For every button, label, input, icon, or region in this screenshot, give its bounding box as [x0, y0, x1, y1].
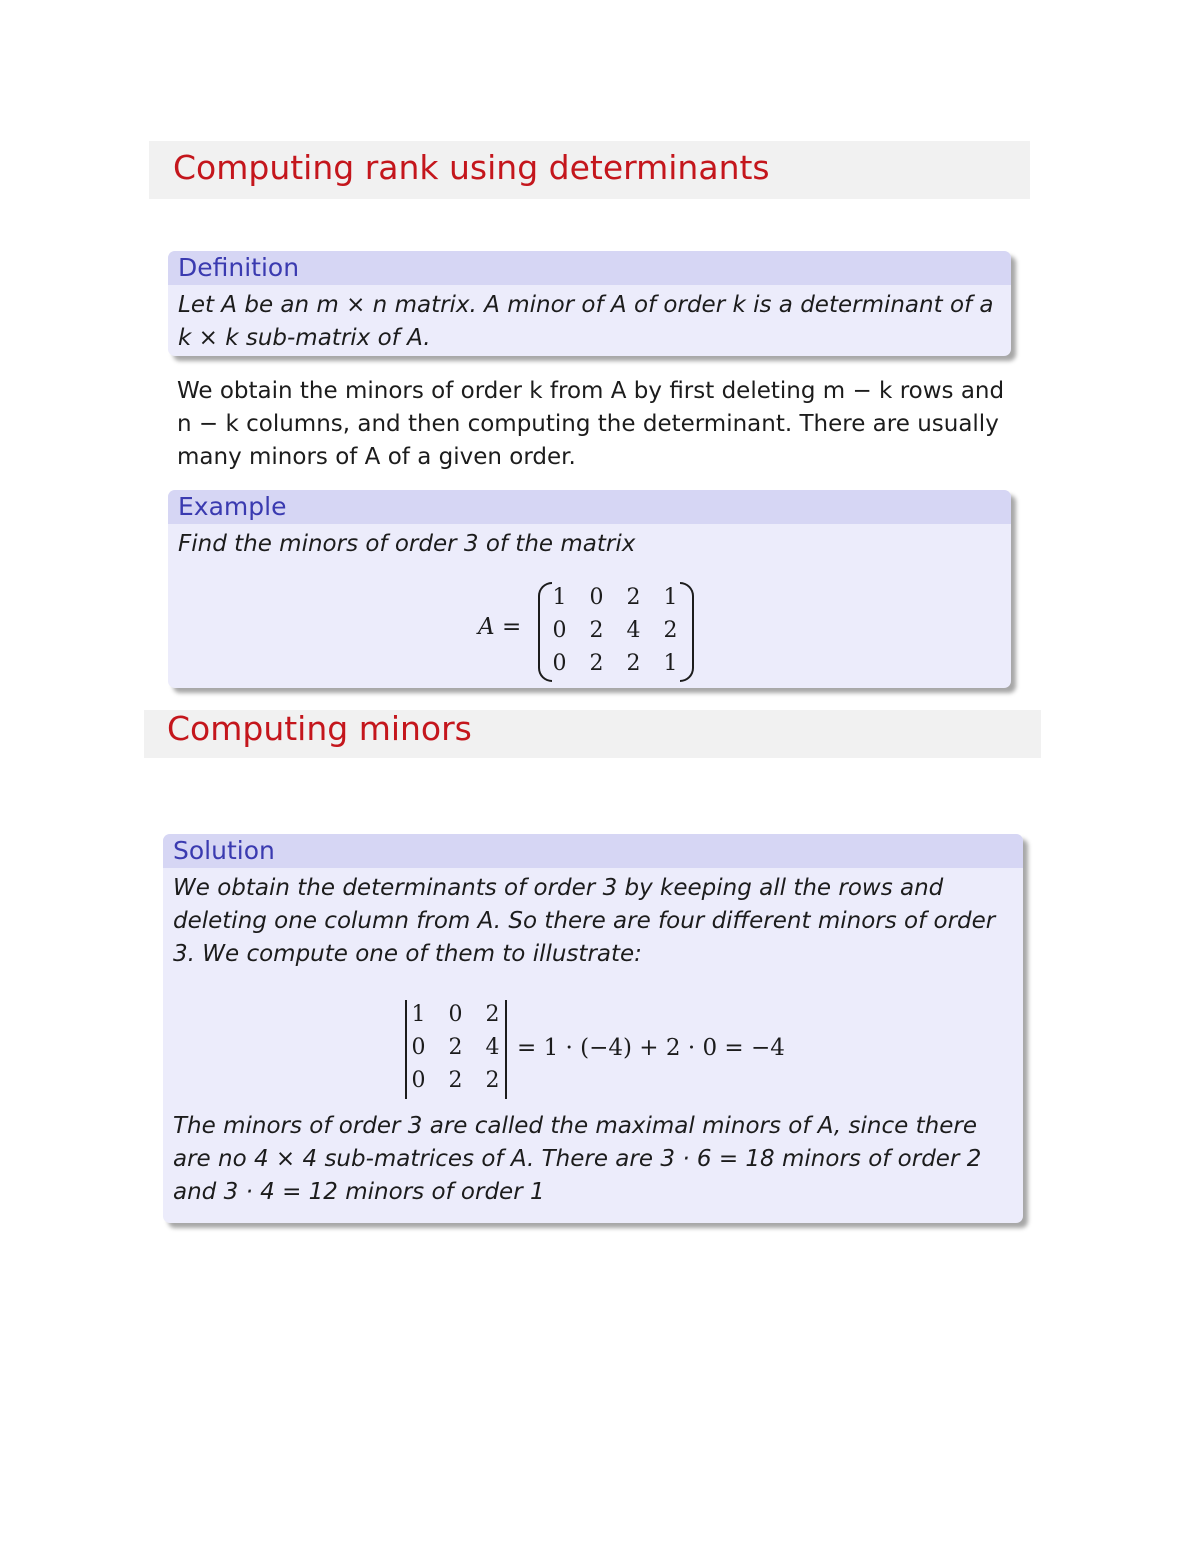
- definition-text: Let A be an m × n matrix. A minor of A of order k is a determinant of a k × k sub-matrix of A.: [178, 292, 994, 351]
- matrix-cell: 2: [448, 1068, 463, 1093]
- matrix-cell: 2: [485, 1068, 500, 1093]
- determinant-bar-right: [505, 1000, 507, 1099]
- matrix-row: [541, 614, 689, 647]
- determinant-result: = 1 · (−4) + 2 · 0 = −4: [517, 1035, 785, 1061]
- body-paragraph: We obtain the minors of order k from A by first deleting m − k rows and n − k columns, and then computing the determinant. There are usually many minors of A of a given order.: [177, 378, 1005, 470]
- frame-title-text: Computing rank using determinants: [173, 148, 770, 187]
- solution-text-1: We obtain the determinants of order 3 by keeping all the rows and deleting one column from A. So there are four different minors of order 3. We compute one of them to illustrate:: [173, 875, 996, 967]
- example-text: Find the minors of order 3 of the matrix: [178, 531, 636, 557]
- matrix-row: [400, 1031, 511, 1064]
- block-title: Definition: [168, 251, 1011, 285]
- matrix-row: [400, 998, 511, 1031]
- matrix-cell: 2: [589, 651, 604, 676]
- determinant-matrix: [400, 998, 511, 1097]
- matrix-cell: 0: [552, 651, 567, 676]
- matrix-row: [400, 1064, 511, 1097]
- matrix-cell: 4: [485, 1035, 500, 1060]
- matrix-cell: 1: [411, 1002, 426, 1027]
- matrix-cell: 1: [552, 585, 567, 610]
- matrix-cell: 0: [448, 1002, 463, 1027]
- matrix-cell: 0: [411, 1035, 426, 1060]
- definition-block: [168, 251, 1011, 356]
- frame-title-text: Computing minors: [167, 709, 472, 748]
- matrix-row: [541, 647, 689, 680]
- matrix-label: A: [478, 614, 495, 640]
- solution-text-2: The minors of order 3 are called the maximal minors of A, since there are no 4 × 4 sub-matrices of A. There are 3 · 6 = 18 minors of order 2 and 3 · 4 = 12 minors of order 1: [173, 1113, 982, 1205]
- block-title: Example: [168, 490, 1011, 524]
- matrix-cell: 2: [448, 1035, 463, 1060]
- matrix-cell: 2: [626, 651, 641, 676]
- equals-sign: =: [502, 614, 522, 640]
- matrix-cell: 1: [663, 651, 678, 676]
- matrix-A: [541, 581, 689, 680]
- matrix-cell: 1: [663, 585, 678, 610]
- block-title: Solution: [163, 834, 1023, 868]
- matrix-cell: 0: [589, 585, 604, 610]
- matrix-cell: 4: [626, 618, 641, 643]
- matrix-row: [541, 581, 689, 614]
- right-paren: [680, 582, 694, 682]
- solution-block: [163, 834, 1023, 1223]
- matrix-cell: 0: [552, 618, 567, 643]
- matrix-cell: 2: [663, 618, 678, 643]
- frame-title: [144, 710, 1041, 758]
- matrix-cell: 0: [411, 1068, 426, 1093]
- matrix-cell: 2: [626, 585, 641, 610]
- matrix-cell: 2: [485, 1002, 500, 1027]
- matrix-cell: 2: [589, 618, 604, 643]
- frame-title: [149, 141, 1030, 199]
